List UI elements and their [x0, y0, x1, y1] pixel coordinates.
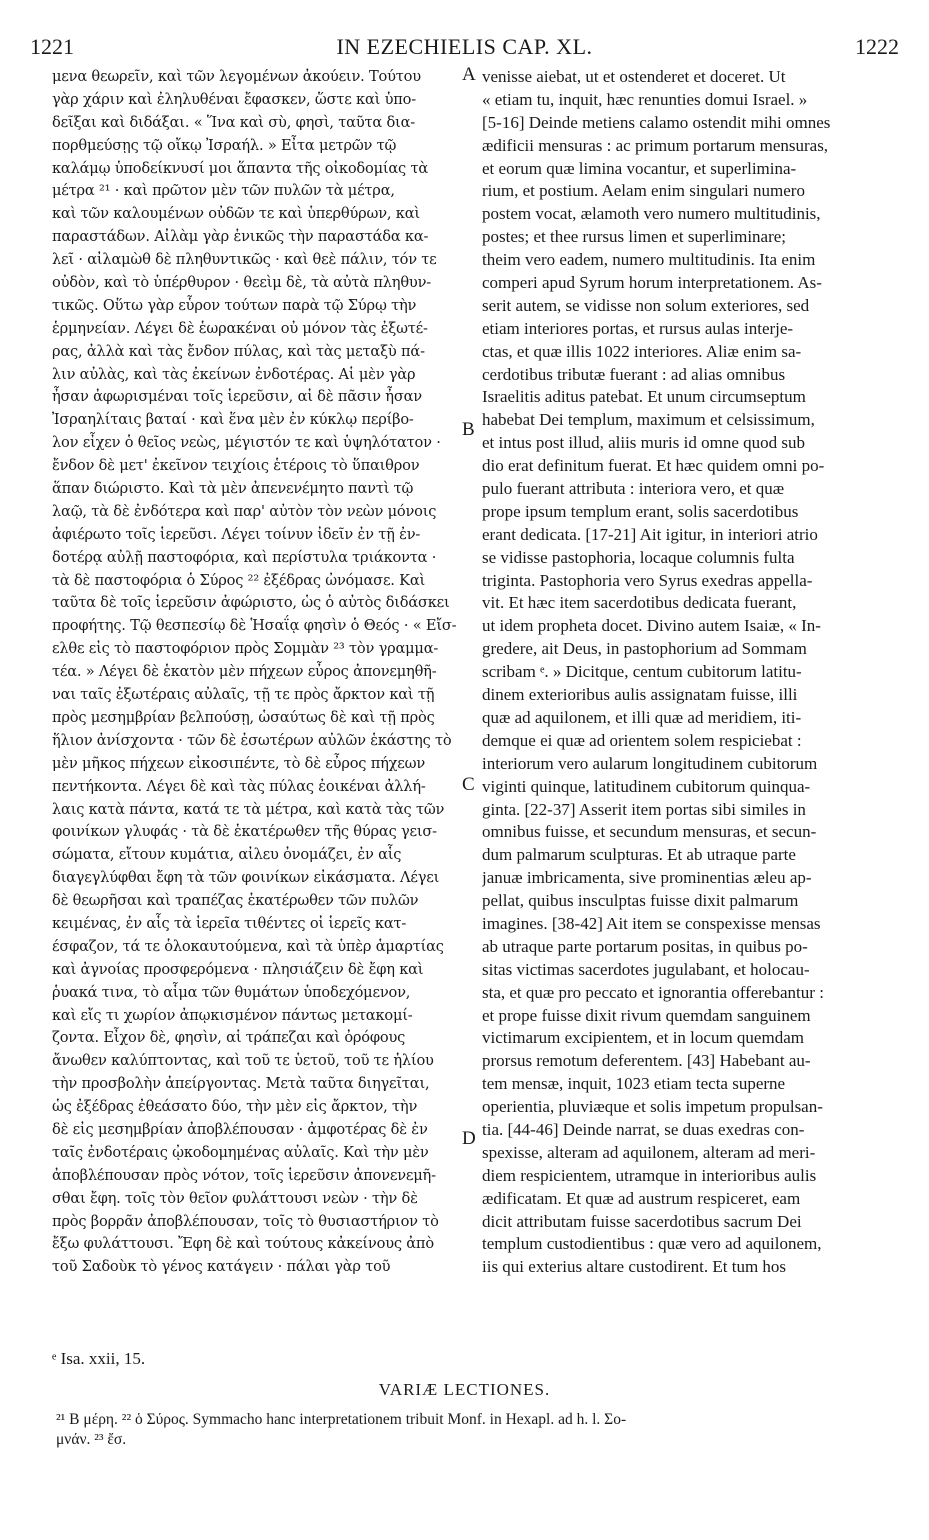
greek-text-line: καὶ εἴς τι χωρίον ἀπῳκισμένον πάντως μετακομί- [52, 1006, 413, 1024]
greek-text-line: πεντήκοντα. Λέγει δὲ καὶ τὰς πύλας ἐοικέναι ἀλλή- [52, 777, 426, 795]
greek-text-line: καλάμῳ ὑποδείκνυσί μοι ἅπαντα τῆς οἰκοδομίας τὰ [52, 159, 429, 177]
greek-text-line: κειμένας, ἐν αἷς τὰ ἱερεῖα τιθέντες οἱ ἱερεῖς κατ- [52, 914, 407, 932]
latin-text-line: imagines. [38-42] Ait item se conspexisse mensas [482, 913, 821, 933]
latin-text-line: omnibus fuisse, et secundum mensuras, et secun- [482, 822, 817, 842]
greek-text-line: καὶ ἀγνοίας προσφερόμενα · πλησιάζειν δὲ ἔφη καὶ [52, 960, 424, 978]
latin-text-line: tem mensæ, inquit, 1023 etiam tecta superne [482, 1074, 786, 1094]
variae-lectiones [56, 1410, 896, 1450]
latin-text-line: interiorum vero aularum longitudinem cubitorum [482, 753, 818, 773]
greek-text-line: ἔξω φυλάττουσι. Ἔφη δὲ καὶ τούτους κἀκείνους ἀπὸ [52, 1235, 434, 1253]
greek-text-line: ζοντα. Εἶχον δὲ, φησὶν, αἱ τράπεζαι καὶ ὀρόφους [52, 1029, 406, 1047]
greek-text-line: σθαι ἔφη. τοῖς τὸν θεῖον φυλάττουσι νεὼν · τὴν δὲ [52, 1189, 418, 1207]
greek-text-line: ελθε εἰς τὸ παστοφόριον πρὸς Σομμὰν ²³ τὸν γραμμα- [52, 640, 439, 658]
latin-text-line: diem respicientem, utramque in interioribus aulis [482, 1165, 817, 1185]
greek-text-line: καὶ τῶν καλουμένων οὐδῶν τε καὶ ὑπερθύρων, καὶ [52, 205, 420, 223]
margin-letter-d: D [462, 1128, 476, 1149]
latin-text-line: quæ ad aquilonem, et illi quæ ad meridiem, iti- [482, 707, 802, 727]
running-title: IN EZECHIELIS CAP. XL. [336, 34, 593, 59]
latin-text-line: erant dedicata. [17-21] Ait igitur, in interiori atrio [482, 524, 818, 544]
greek-text-line: οὐδὸν, καὶ τὸ ὑπέρθυρον · θεεὶμ δὲ, τὰ αὐτὰ πληθυν- [52, 274, 431, 292]
greek-text-line: λεῖ · αἰλαμὼθ δὲ πληθυντικῶς · καὶ θεὲ πάλιν, τόν τε [52, 251, 437, 269]
latin-text-line: dum palmarum sculpturas. Et ab utraque parte [482, 845, 796, 865]
greek-text-line: ῥυακά τινα, τὸ αἷμα τῶν θυμάτων ὑποδεχόμενον, [52, 983, 411, 1001]
greek-text-line: ἥλιον ἀνίσχοντα · τῶν δὲ ἐσωτέρων αὐλῶν ἑκάστης τὸ [52, 731, 452, 749]
latin-text-line: prope ipsum templum erant, solis sacerdotibus [482, 501, 799, 521]
greek-text-line: πρὸς μεσημβρίαν βελπούσῃ, ὡσαύτως δὲ καὶ τῇ πρὸς [52, 708, 435, 726]
latin-text-line: victimarum excipientem, et in locum quemdam [482, 1028, 804, 1048]
greek-text-line: τοῦ Σαδοὺκ τὸ γένος κατάγειν · πάλαι γὰρ τοῦ [52, 1258, 391, 1276]
latin-text-line: comperi apud Syrum horum interpretationem. As- [482, 273, 822, 293]
latin-text-line: sta, et quæ pro peccato et ignorantia offerebantur : [482, 982, 824, 1002]
latin-column [482, 66, 894, 1279]
latin-text-line: iis qui exterius altare custodirent. Et tum hos [482, 1257, 787, 1277]
greek-text-line: τικῶς. Οὕτω γὰρ εὗρον τούτων παρὰ τῷ Σύρῳ τὴν [52, 296, 417, 314]
latin-text-line: cerdotibus tributæ fuerant : ad alias omnibus [482, 364, 786, 384]
latin-text-line: ab utraque parte portarum positas, in quibus po- [482, 936, 808, 956]
greek-text-line: τέα. » Λέγει δὲ ἑκατὸν μὲν πήχεων εὖρος ἀπονεμηθῆ- [52, 663, 437, 681]
column-number-left: 1221 [30, 34, 74, 59]
greek-text-line: μὲν μῆκος πήχεων εἰκοσιπέντε, τὸ δὲ εὖρος πήχεων [52, 754, 426, 772]
latin-text-line: « etiam tu, inquit, hæc renunties domui Israel. » [482, 89, 808, 109]
greek-text-line: λαῷ, τὰ δὲ ἐνδότερα καὶ παρ' αὐτὸν τὸν νεὼν μόνοις [52, 502, 437, 520]
latin-text-line: templum custodientibus : quæ vero ad aquilonem, [482, 1234, 822, 1254]
margin-letter-b: B [462, 419, 475, 440]
greek-text-line: φοινίκων γλυφάς · τὰ δὲ ἑκατέρωθεν τῆς θύρας γεισ- [52, 823, 437, 841]
greek-text-line: έσφαζον, τά τε ὁλοκαυτούμενα, καὶ τὰ ὑπὲρ ἁμαρτίας [52, 937, 444, 955]
greek-text-line: πορθμεύσῃς τῷ οἴκῳ Ἰσραήλ. » Εἶτα μετρῶν τῷ [52, 136, 397, 154]
latin-text-line: venisse aiebat, ut et ostenderet et doceret. Ut [482, 67, 786, 86]
latin-text-line: et intus post illud, aliis muris id omne quod sub [482, 433, 805, 453]
latin-text-line: januæ imbricamenta, sive prominentias æleu ap- [482, 868, 812, 888]
latin-text-line: operientia, pluviæque et solis impetum propulsan- [482, 1097, 823, 1117]
greek-column [52, 66, 458, 1279]
latin-text-line: sitas victimas sacerdotes jugulabant, et holocau- [482, 959, 810, 979]
latin-text-line: se vidisse pastophoria, locaque columnis fulta [482, 547, 795, 567]
footnote: ᵉ Isa. xxii, 15. [52, 1349, 146, 1368]
greek-text-line: ἀφιέρωτο τοῖς ἱερεῦσι. Λέγει τοίνυν ἰδεῖν ἐν τῇ ἐν- [52, 525, 421, 543]
latin-text-line: ginta. [22-37] Asserit item portas sibi similes in [482, 799, 806, 819]
margin-letter-a: A [462, 64, 476, 85]
greek-text-line: δοτέρᾳ αὐλῇ παστοφόρια, καὶ περίστυλα τριάκοντα · [52, 548, 437, 566]
latin-text-line: dinem exterioribus aulis assignatam fuisse, illi [482, 685, 798, 705]
greek-text-line: ρας, ἀλλὰ καὶ τὰς ἔνδον πύλας, καὶ τὰς μεταξὺ πά- [52, 342, 425, 360]
greek-text-line: μενα θεωρεῖν, καὶ τῶν λεγομένων ἀκούειν. Τούτου [52, 68, 421, 85]
latin-text-line: tia. [44-46] Deinde narrat, se duas exedras con- [482, 1119, 805, 1139]
latin-text-line: gredere, ait Deus, in pastophorium ad Sommam [482, 639, 807, 659]
latin-text-line: dicit attributam fuisse sacerdotibus sacrum Dei [482, 1211, 802, 1231]
latin-text-line: [5-16] Deinde metiens calamo ostendit mihi omnes [482, 112, 831, 132]
variae-lectiones-title: VARIÆ LECTIONES. [378, 1380, 551, 1399]
greek-text-line: δὲ εἰς μεσημβρίαν ἀποβλέπουσαν · ἀμφοτέρας δὲ ἐν [52, 1120, 428, 1138]
latin-text-line: viginti quinque, latitudinem cubitorum quinqua- [482, 776, 811, 796]
latin-text-line: rium, et postium. Aelam enim singulari numero [482, 181, 805, 201]
greek-text-line: γὰρ χάριν καὶ ἐληλυθέναι ἔφασκεν, ὥστε καὶ ὑπο- [52, 90, 416, 108]
greek-text-line: δὲ θεωρῆσαι καὶ τραπέζας ἑκατέρωθεν τῶν πυλῶν [52, 892, 419, 910]
greek-text-line: τὰ δὲ παστοφόρια ὁ Σύρος ²² ἐξέδρας ὠνόμασε. Καὶ [52, 571, 426, 589]
latin-text-line: postem vocat, ælamoth vero numero multitudinis, [482, 204, 821, 224]
greek-text-line: λιν αὐλὰς, καὶ τὰς ἐκείνων ἐνδοτέρας. Αἱ μὲν γὰρ [52, 365, 416, 383]
margin-letter-c: C [462, 774, 475, 795]
latin-text-line: pellat, quibus insculptas fuisse dixit palmarum [482, 891, 799, 911]
column-number-right: 1222 [855, 34, 899, 59]
latin-text-line: theim vero eadem, numero multitudinis. Ita enim [482, 250, 816, 270]
latin-text-line: et eorum quæ limina vocantur, et superlimina- [482, 158, 797, 178]
latin-text-line: demque ei quæ ad orientem solem respiciebat : [482, 730, 802, 750]
greek-text-line: δεῖξαι καὶ διδάξαι. « Ἵνα καὶ σὺ, φησὶ, ταῦτα δια- [52, 113, 415, 131]
latin-text-line: ut idem propheta docet. Divino autem Isaiæ, « In- [482, 616, 821, 636]
greek-text-line: ταῦτα δὲ τοῖς ἱερεῦσιν ἀφώριστο, ὡς ὁ αὐτὸς διδάσκει [52, 594, 450, 612]
greek-text-line: ἑρμηνείαν. Λέγει δὲ ἑωρακέναι οὐ μόνον τὰς ἐξωτέ- [52, 319, 428, 337]
variant-reading-line: μνάν. ²³ ἔσ. [56, 1431, 127, 1448]
greek-text-line: ὡς ἐξέδρας ἐθεάσατο δύο, τὴν μὲν εἰς ἄρκτον, τὴν [52, 1098, 418, 1116]
greek-text-line: λον εἶχεν ὁ θεῖος νεὼς, μέγιστόν τε καὶ ὑψηλότατον · [52, 434, 441, 452]
latin-text-line: scribam ᵉ. » Dicitque, centum cubitorum latitu- [482, 662, 802, 682]
greek-text-line: τὴν προσβολὴν ἀπείργοντας. Μετὰ ταῦτα διηγεῖται, [52, 1075, 430, 1093]
greek-text-line: πρὸς βορρᾶν ἀποβλέπουσαν, τοῖς τὸ θυσιαστήριον τὸ [52, 1212, 439, 1230]
variant-reading-line: ²¹ B μέρη. ²² ὁ Σύρος. Symmacho hanc interpretationem tribuit Monf. in Hexapl. ad h. l. Σο- [56, 1411, 627, 1428]
greek-text-line: διαγεγλύφθαι ἔφη τὰ τῶν φοινίκων εἰκάσματα. Λέγει [52, 869, 440, 887]
greek-text-line: προφήτης. Τῷ θεσπεσίῳ δὲ Ἡσαΐᾳ φησὶν ὁ Θεός · « Εἴσ- [52, 617, 457, 635]
greek-text-line: ἄνωθεν καλύπτοντας, καὶ τοῦ τε ὑετοῦ, τοῦ τε ἡλίου [52, 1052, 434, 1070]
latin-text-line: ædificatam. Et quæ ad austrum respiceret, eam [482, 1188, 801, 1208]
latin-text-line: Israelitis aditus patebat. Et unum circumseptum [482, 387, 806, 407]
running-header [30, 34, 899, 64]
latin-text-line: dio erat definitum fuerat. Et hæc quidem omni po- [482, 456, 825, 476]
greek-text-line: ἅπαν διώριστο. Καὶ τὰ μὲν ἀπενενέμητο παντὶ τῷ [52, 480, 414, 498]
greek-text-line: παραστάδων. Αἰλὰμ γὰρ ἑνικῶς τὴν παραστάδα κα- [52, 228, 429, 246]
greek-text-line: μέτρα ²¹ · καὶ πρῶτον μὲν τῶν πυλῶν τὰ μέτρα, [52, 182, 395, 200]
greek-text-line: ἦσαν ἀφωρισμέναι τοῖς ἱερεῦσιν, αἱ δὲ πᾶσιν ἦσαν [52, 388, 422, 406]
latin-text-line: ctas, et quæ illis 1022 interiores. Aliæ enim sa- [482, 341, 802, 361]
greek-text-line: λαις κατὰ πάντα, κατά τε τὰ μέτρα, καὶ κατὰ τὰς τῶν [52, 800, 445, 818]
greek-text-line: Ἰσραηλίταις βαταί · καὶ ἕνα μὲν ἐν κύκλῳ περίβο- [52, 411, 414, 429]
latin-text-line: habebat Dei templum, maximum et celsissimum, [482, 410, 815, 430]
latin-text-line: et prope fuisse dixit rivum quemdam sanguinem [482, 1005, 811, 1025]
greek-text-line: σώματα, εἴτουν κυμάτια, αἰλευ ὀνομάζει, ἐν αἷς [52, 846, 402, 864]
latin-text-line: prorsus remotum deferentem. [43] Habebant au- [482, 1051, 811, 1071]
latin-text-line: postes; et thee rursus limen et superliminare; [482, 227, 787, 247]
latin-text-line: spexisse, alteram ad aquilonem, alteram ad meri- [482, 1142, 816, 1162]
latin-text-line: pulo fuerant attributa : interiora vero, et quæ [482, 479, 785, 499]
greek-text-line: ταῖς ἐνδοτέραις ᾠκοδομημένας αὐλαῖς. Καὶ τὴν μὲν [52, 1143, 429, 1161]
greek-text-line: ναι ταῖς ἐξωτέραις αὐλαῖς, τῇ τε πρὸς ἄρκτον καὶ τῇ [52, 686, 435, 704]
latin-text-line: vit. Et hæc item sacerdotibus dedicata fuerant, [482, 593, 797, 613]
latin-text-line: ædificii mensuras : ac primum portarum mensuras, [482, 135, 829, 155]
greek-text-line: ἔνδον δὲ μετ' ἐκεῖνον τειχίοις ἑτέροις τὸ ὕπαιθρον [52, 457, 420, 475]
latin-text-line: serit autem, se vidisse non solum exteriores, sed [482, 295, 810, 315]
greek-text-line: ἀποβλέπουσαν πρὸς νότον, τοῖς ἱερεῦσιν ἀπονενεμῆ- [52, 1166, 436, 1184]
latin-text-line: triginta. Pastophoria vero Syrus exedras appella- [482, 570, 813, 590]
latin-text-line: etiam interiores portas, et rursus aulas interje- [482, 318, 794, 338]
